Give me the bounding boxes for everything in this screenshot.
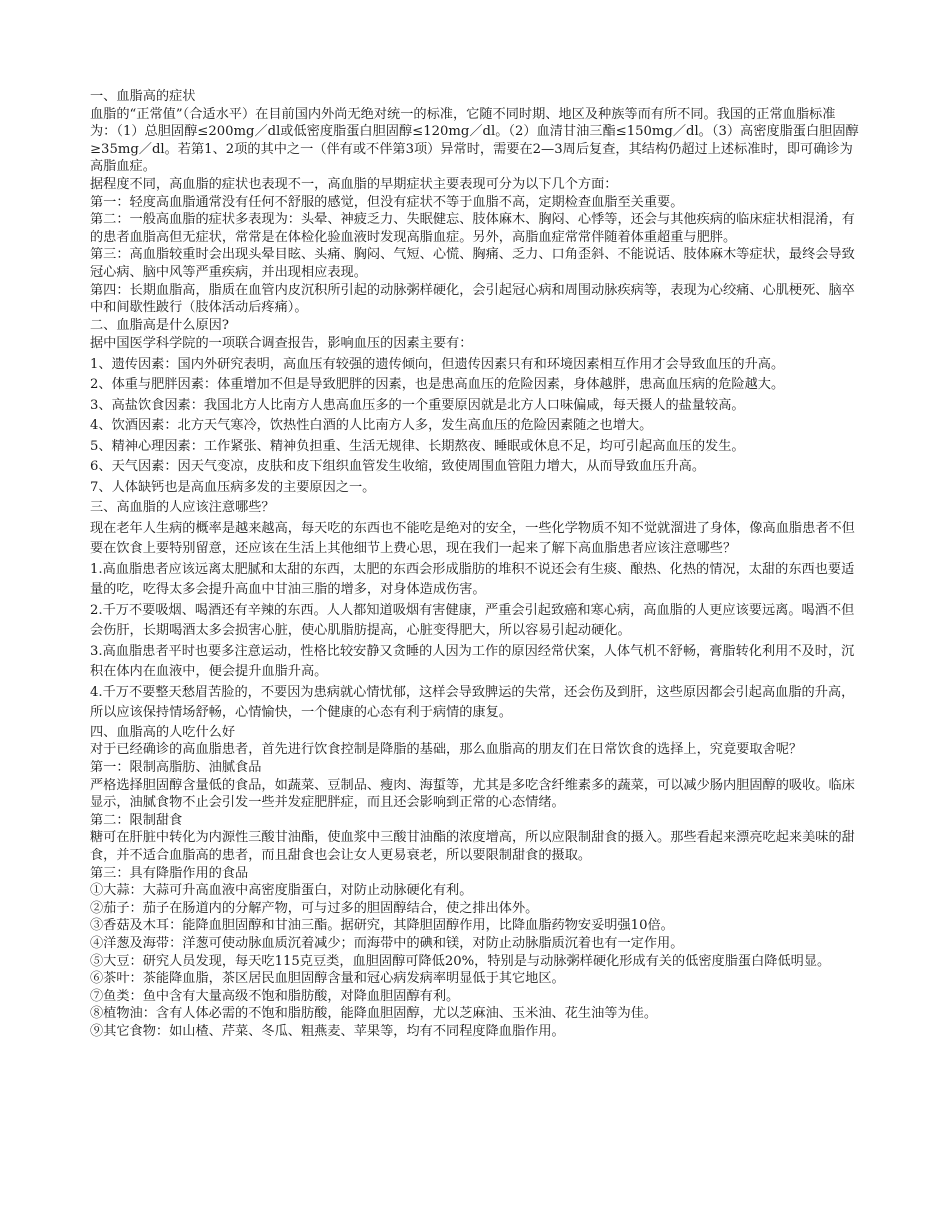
list-item: ⑨其它食物：如山楂、芹菜、冬瓜、粗燕麦、苹果等，均有不同程度降血脂作用。 bbox=[90, 1023, 565, 1039]
list-item: ④洋葱及海带：洋葱可使动脉血质沉着减少；而海带中的碘和镁，对防止动脉脂质沉着也有一定作用。 bbox=[90, 935, 684, 951]
section-symptoms bbox=[90, 88, 860, 317]
paragraph: 第四：长期血脂高，脂质在血管内皮沉积所引起的动脉粥样硬化，会引起冠心病和周围动脉疾病等，表现为心绞痛、心肌梗死、脑卒中和间歇性跛行（肢体活动后疼痛）。 bbox=[90, 282, 855, 316]
section-heading: 二、血脂高是什么原因? bbox=[90, 317, 229, 333]
paragraph: 现在老年人生病的概率是越来越高，每天吃的东西也不能吃是绝对的安全，一些化学物质不知不觉就溜进了身体，像高血脂患者不但要在饮食上要特别留意，还应该在生活上其他细节上费心思，现在我们一起来了解下高血脂患者应该注意哪些？ bbox=[90, 520, 855, 557]
section-precautions bbox=[90, 498, 860, 724]
paragraph: 7、人体缺钙也是高血压病多发的主要原因之一。 bbox=[90, 479, 376, 495]
paragraph: 严格选择胆固醇含量低的食品，如蔬菜、豆制品、瘦肉、海蜇等，尤其是多吃含纤维素多的蔬菜，可以减少肠内胆固醇的吸收。临床显示，油腻食物不止会引发一些并发症肥胖症，而且还会影响到正常的心态情绪。 bbox=[90, 777, 855, 811]
paragraph: 2、体重与肥胖因素：体重增加不但是导致肥胖的因素，也是患高血压的危险因素，身体越胖，患高血压病的危险越大。 bbox=[90, 377, 785, 393]
paragraph: 第二：限制甜食 bbox=[90, 812, 183, 828]
paragraph: 2.千万不要吸烟、喝酒还有辛辣的东西。人人都知道吸烟有害健康，严重会引起致癌和寒心病，高血脂的人更应该要远离。喝酒不但会伤肝，长期喝酒太多会损害心脏，使心肌脂肪提高，心脏变得肥大，所以容易引起动硬化。 bbox=[90, 602, 855, 639]
paragraph: 第三：具有降脂作用的食品 bbox=[90, 865, 249, 881]
paragraph: 3.高血脂患者平时也要多注意运动，性格比较安静又贪睡的人因为工作的原因经常伏案，人体气机不舒畅，膏脂转化利用不及时，沉积在体内在血液中，便会提升血脂升高。 bbox=[90, 643, 855, 680]
paragraph: 3、高盐饮食因素：我国北方人比南方人患高血压多的一个重要原因就是北方人口味偏咸，每天摄人的盐量较高。 bbox=[90, 397, 745, 413]
section-diet bbox=[90, 724, 860, 1041]
paragraph: 5、精神心理因素：工作紧张、精神负担重、生活无规律、长期熬夜、睡眠或休息不足，均可引起高血压的发生。 bbox=[90, 438, 745, 454]
paragraph: 第二：一般高血脂的症状多表现为：头晕、神疲乏力、失眠健忘、肢体麻木、胸闷、心悸等，还会与其他疾病的临床症状相混淆，有的患者血脂高但无症状，常常是在体检化验血液时发现高脂血症。另外，高脂血症常常伴随着体重超重与肥胖。 bbox=[90, 212, 855, 245]
paragraph: 第一：轻度高血脂通常没有任何不舒服的感觉，但没有症状不等于血脂不高，定期检查血脂至关重要。 bbox=[90, 194, 684, 210]
paragraph: 1、遗传因素：国内外研究表明，高血压有较强的遗传倾向，但遗传因素只有和环境因素相互作用才会导致血压的升高。 bbox=[90, 356, 785, 372]
paragraph: 6、天气因素：因天气变凉，皮肤和皮下组织血管发生收缩，致使周围血管阻力增大，从而导致血压升高。 bbox=[90, 459, 706, 475]
list-item: ⑧植物油：含有人体必需的不饱和脂肪酸，能降血胆固醇，尤以芝麻油、玉米油、花生油等为佳。 bbox=[90, 1006, 658, 1022]
list-item: ②茄子：茄子在肠道内的分解产物，可与过多的胆固醇结合，使之排出体外。 bbox=[90, 900, 539, 916]
paragraph: 对于已经确诊的高血脂患者，首先进行饮食控制是降脂的基础，那么血脂高的朋友们在日常饮食的选择上，究竟要取舍呢？ bbox=[90, 742, 803, 758]
paragraph: 1.高血脂患者应该远离太肥腻和太甜的东西，太肥的东西会形成脂肪的堆积不说还会有生痰、酿热、化热的情况，太甜的东西也要适量的吃，吃得太多会提升高血中甘油三脂的增多，对身体造成伤害。 bbox=[90, 561, 855, 598]
paragraph: 血脂的“正常值”（合适水平）在目前国内外尚无绝对统一的标准，它随不同时期、地区及种族等而有所不同。我国的正常血脂标准为：（1）总胆固醇≤200mg／dl或低密度脂蛋白胆固醇≤120mg／dl。（2）血清甘油三酯≤150mg／dl。（3）高密度脂蛋白胆固醇≥35mg／dl。若第1、2项的其中之一（伴有或不伴第3项）异常时，需要在2—3周后复查，其结构仍超过上述标准时，即可确诊为高脂血症。 bbox=[90, 106, 859, 175]
list-item: ⑤大豆：研究人员发现，每天吃115克豆类，血胆固醇可降低20%，特别是与动脉粥样硬化形成有关的低密度脂蛋白降低明显。 bbox=[90, 953, 831, 969]
paragraph: 据程度不同，高血脂的症状也表现不一，高血脂的早期症状主要表现可分为以下几个方面： bbox=[90, 176, 618, 192]
section-heading: 三、高血脂的人应该注意哪些？ bbox=[90, 500, 275, 516]
paragraph: 第三：高血脂较重时会出现头晕目眩、头痛、胸闷、气短、心慌、胸痛、乏力、口角歪斜、不能说话、肢体麻木等症状，最终会导致冠心病、脑中风等严重疾病，并出现相应表现。 bbox=[90, 247, 855, 280]
section-heading: 一、血脂高的症状 bbox=[90, 89, 196, 104]
paragraph: 糖可在肝脏中转化为内源性三酸甘油酯，使血浆中三酸甘油酯的浓度增高，所以应限制甜食的摄入。那些看起来漂亮吃起来美味的甜食，并不适合血脂高的患者，而且甜食也会让女人更易衰老，所以要限制甜食的摄取。 bbox=[90, 830, 855, 863]
paragraph: 4.千万不要整天愁眉苦脸的，不要因为患病就心情忧郁，这样会导致脾运的失常，还会伤及到肝，这些原因都会引起高血脂的升高，所以应该保持情场舒畅，心情愉快，一个健康的心态有利于病情的康复。 bbox=[90, 684, 855, 721]
document-body bbox=[90, 88, 860, 1041]
list-item: ①大蒜：大蒜可升高血液中高密度脂蛋白，对防止动脉硬化有利。 bbox=[90, 883, 473, 899]
list-item: ⑦鱼类：鱼中含有大量高级不饱和脂肪酸，对降血胆固醇有利。 bbox=[90, 988, 460, 1004]
section-heading: 四、血脂高的人吃什么好 bbox=[90, 724, 236, 740]
list-item: ③香菇及木耳：能降血胆固醇和甘油三酯。据研究，其降胆固醇作用，比降血脂药物安妥明强10倍。 bbox=[90, 918, 674, 934]
list-item: ⑥茶叶：茶能降血脂，茶区居民血胆固醇含量和冠心病发病率明显低于其它地区。 bbox=[90, 971, 565, 987]
section-causes bbox=[90, 317, 860, 499]
paragraph: 4、饮酒因素：北方天气寒冷，饮热性白酒的人比南方人多，发生高血压的危险因素随之也增大。 bbox=[90, 418, 653, 434]
paragraph: 据中国医学科学院的一项联合调查报告，影响血压的因素主要有： bbox=[90, 336, 473, 352]
paragraph: 第一：限制高脂肪、油腻食品 bbox=[90, 760, 262, 775]
